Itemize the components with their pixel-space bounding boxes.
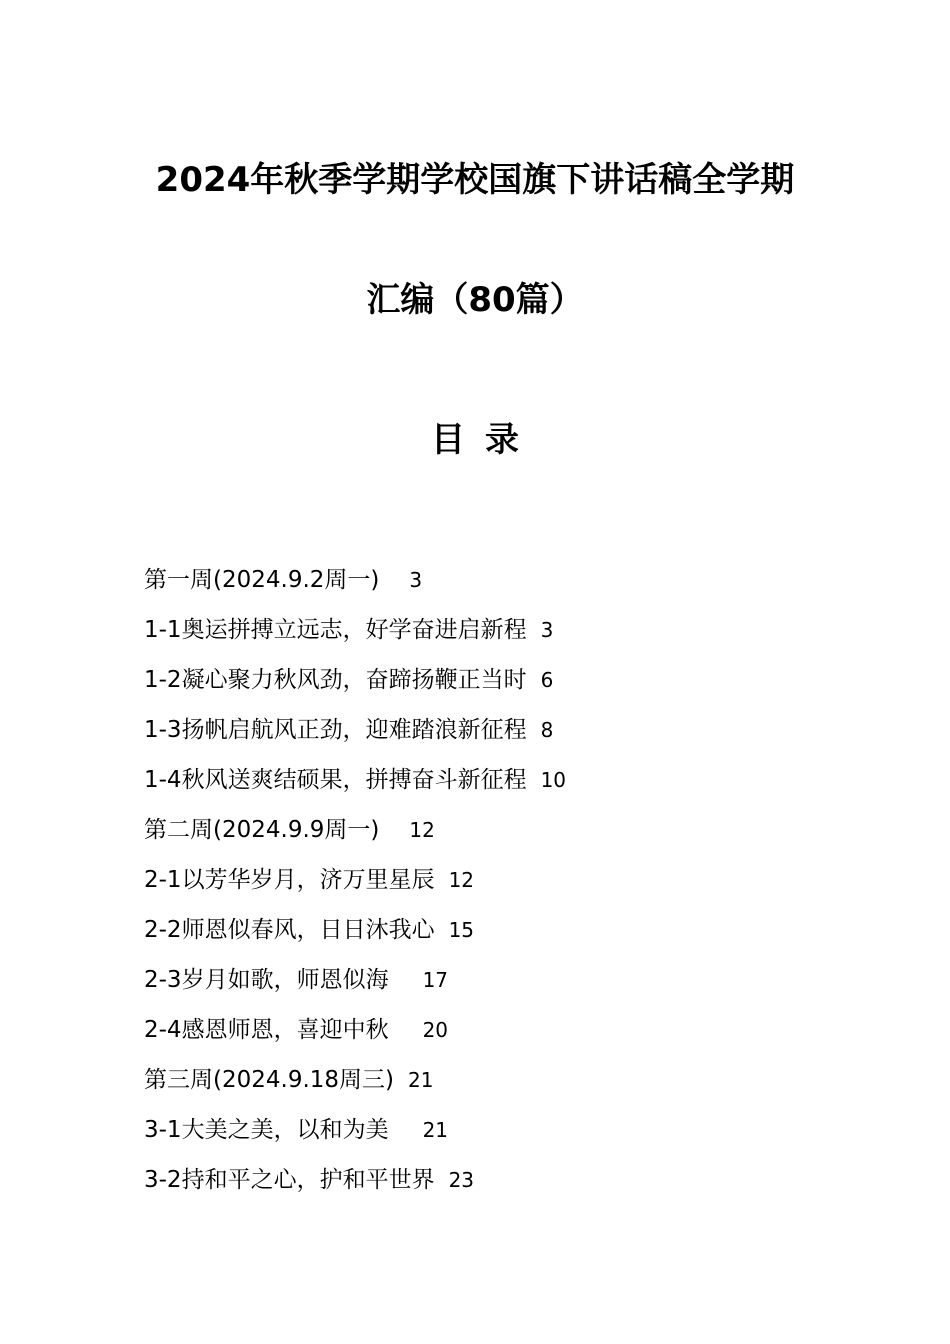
- toc-entry[interactable]: [144, 1010, 844, 1060]
- toc-entry-page: 12: [409, 818, 435, 842]
- toc-entry[interactable]: [144, 760, 844, 810]
- toc-entry-text: 2-2师恩似春风，日日沐我心: [144, 917, 435, 943]
- toc-entry-page: 10: [540, 768, 567, 792]
- toc-entry-text: 第二周(2024.9.9周一): [144, 817, 380, 843]
- toc-entry[interactable]: [144, 1160, 844, 1210]
- toc-heading: 目录: [431, 420, 539, 460]
- toc-entry-text: 3-2持和平之心，护和平世界: [144, 1167, 435, 1193]
- toc-entry[interactable]: [144, 960, 844, 1010]
- toc-entry-page: 17: [422, 968, 449, 992]
- toc-entry-page: 23: [448, 1168, 475, 1192]
- toc-entry-page: 21: [422, 1118, 449, 1142]
- toc-entry-text: 2-1以芳华岁月，济万里星辰: [144, 867, 435, 893]
- toc-entry[interactable]: [144, 560, 844, 610]
- toc-entry-page: 12: [448, 868, 475, 892]
- toc-entry[interactable]: [144, 1060, 844, 1110]
- toc-entry[interactable]: [144, 910, 844, 960]
- toc-entry-page: 15: [448, 918, 475, 942]
- toc-entry[interactable]: [144, 810, 844, 860]
- toc-entry-text: 1-2凝心聚力秋风劲，奋蹄扬鞭正当时: [144, 667, 527, 693]
- toc-entry-page: 3: [540, 618, 554, 642]
- toc-entry-text: 第一周(2024.9.2周一): [144, 567, 380, 593]
- toc-entry-page: 6: [540, 668, 554, 692]
- toc-entry-text: 1-4秋风送爽结硕果，拼搏奋斗新征程: [144, 767, 527, 793]
- document-title-line2: 汇编（80篇）: [366, 280, 584, 320]
- toc-entry[interactable]: [144, 610, 844, 660]
- toc-entry-text: 1-3扬帆启航风正劲，迎难踏浪新征程: [144, 717, 527, 743]
- toc-entry[interactable]: [144, 660, 844, 710]
- table-of-contents: [144, 560, 844, 1210]
- document-title-line1: 2024年秋季学期学校国旗下讲话稿全学期: [155, 160, 795, 200]
- toc-entry[interactable]: [144, 860, 844, 910]
- toc-entry-text: 2-4感恩师恩，喜迎中秋: [144, 1017, 389, 1043]
- toc-entry-text: 2-3岁月如歌，师恩似海: [144, 967, 389, 993]
- toc-entry[interactable]: [144, 1110, 844, 1160]
- toc-entry-page: 8: [540, 718, 554, 742]
- toc-entry-text: 1-1奥运拼搏立远志，好学奋进启新程: [144, 617, 527, 643]
- toc-entry-text: 3-1大美之美，以和为美: [144, 1117, 389, 1143]
- toc-entry-page: 20: [422, 1018, 449, 1042]
- toc-entry[interactable]: [144, 710, 844, 760]
- toc-entry-text: 第三周(2024.9.18周三): [144, 1067, 395, 1093]
- toc-entry-page: 21: [408, 1068, 434, 1092]
- toc-entry-page: 3: [409, 568, 423, 592]
